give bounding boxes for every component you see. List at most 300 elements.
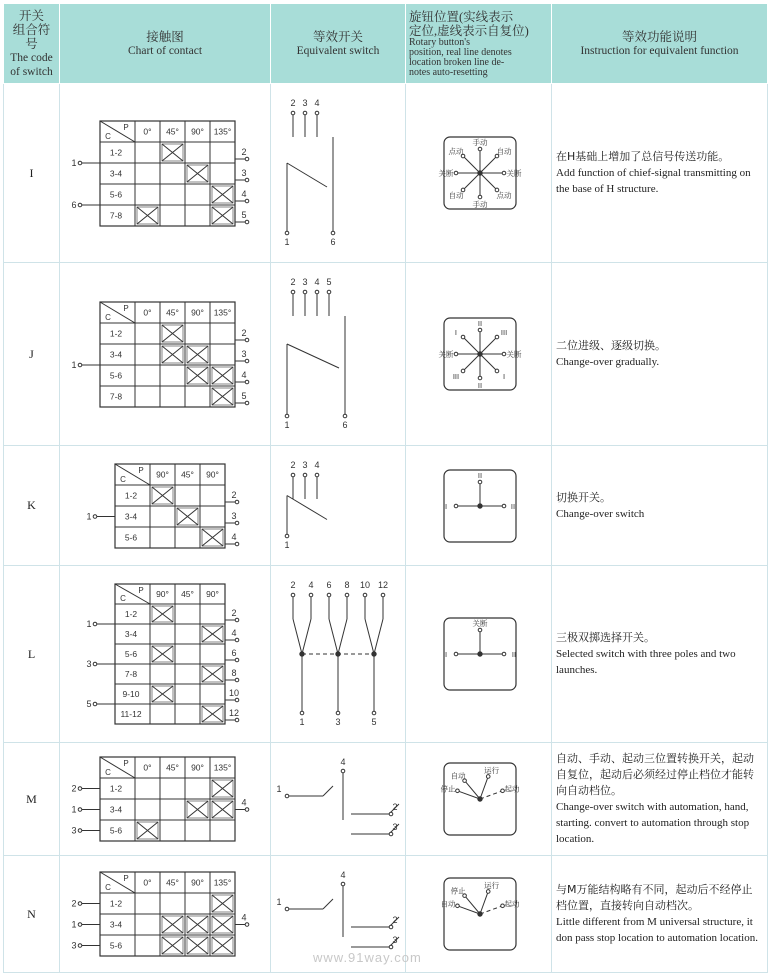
header-contact (60, 4, 271, 84)
terminal (235, 718, 239, 722)
contact-header-c: C (105, 883, 111, 892)
terminal-number: 5 (371, 717, 377, 727)
instruction-zh: 与M万能结构略有不同，起动后不经停止档位置，直接转向自动档次。 (556, 883, 753, 912)
terminal-number: 2 (231, 490, 237, 500)
terminal-number: 3 (302, 98, 308, 108)
contact-chart (60, 566, 271, 742)
contact-pair-label: 3-4 (109, 804, 123, 815)
knob-position-label: 点动 (448, 147, 464, 157)
position-label: 90° (191, 877, 204, 888)
terminal-number: 2 (392, 915, 398, 925)
contact-chart-cell (60, 446, 271, 566)
knob-position-dot (456, 789, 460, 793)
knob-position-diagram (406, 566, 552, 742)
contact-pair-label: 5-6 (109, 825, 123, 836)
terminal (235, 678, 239, 682)
header-row (4, 4, 768, 84)
contact-chart (60, 446, 271, 565)
terminal (245, 401, 249, 405)
instruction-en: Add function of chief-signal transmitting on the base of H structure. (556, 167, 751, 195)
terminal-number: 1 (276, 897, 282, 907)
position-label: 135° (213, 877, 232, 888)
knob-position-label: III (500, 328, 508, 338)
terminal (291, 593, 295, 597)
terminal (93, 702, 97, 706)
terminal (300, 711, 304, 715)
contact-pair-label: 3-4 (109, 919, 123, 930)
terminal-number: 4 (231, 532, 237, 542)
contact-closed-mark (212, 367, 233, 384)
knob-position-dot (502, 504, 506, 508)
terminal (291, 111, 295, 115)
contact-pair-label: 1-2 (109, 898, 123, 909)
terminal-number: 1 (284, 420, 290, 430)
position-header-p: P (123, 874, 129, 883)
position-label: 0° (143, 877, 152, 888)
knob-center (478, 171, 482, 175)
contact-closed-mark (187, 165, 208, 182)
terminal-number: 4 (241, 370, 247, 380)
contact-closed-mark (162, 916, 183, 933)
terminal (235, 500, 239, 504)
header-equivalent (271, 4, 406, 84)
knob-center (478, 912, 482, 916)
terminal-number: 5 (241, 210, 247, 220)
contact-pair-label: 3-4 (124, 511, 138, 522)
terminal-number: 2 (290, 580, 296, 590)
knob-position-dot (478, 328, 482, 332)
contact-pair-label: 5-6 (124, 532, 138, 543)
contact-closed-mark (202, 666, 223, 682)
knob-position-diagram (406, 446, 552, 565)
position-label: 45° (166, 762, 179, 773)
terminal-number: 6 (326, 580, 332, 590)
contact-closed-mark (152, 606, 173, 622)
contact-header-c: C (105, 768, 111, 777)
contact-pair-label: 5-6 (109, 940, 123, 951)
switch-row (4, 743, 768, 856)
terminal-number: 5 (86, 699, 92, 709)
contact-closed-mark (212, 916, 233, 933)
terminal-number: 1 (71, 360, 77, 370)
terminal (372, 711, 376, 715)
contact-chart-cell (60, 263, 271, 446)
equivalent-switch-cell (271, 263, 406, 446)
terminal (78, 363, 82, 367)
terminal-number: 6 (342, 420, 348, 430)
terminal-number: 5 (326, 277, 332, 287)
contact-closed-mark (162, 937, 183, 954)
terminal (389, 945, 393, 949)
instruction-en: Change-over gradually. (556, 356, 660, 368)
knob-position-label: II (511, 650, 517, 659)
terminal-number: 2 (290, 277, 296, 287)
terminal (315, 111, 319, 115)
terminal (303, 290, 307, 294)
terminal (303, 473, 307, 477)
contact-closed-mark (202, 529, 223, 546)
knob-position-dot (478, 147, 482, 151)
contact-closed-mark (212, 780, 233, 797)
terminal-number: 3 (335, 717, 341, 727)
instruction-cell (552, 263, 768, 446)
contact-closed-mark (212, 937, 233, 954)
contact-closed-mark (152, 487, 173, 504)
header-code-zh: 开关 组合符号 (12, 8, 51, 51)
terminal-number: 4 (231, 628, 237, 638)
terminal-number: 3 (86, 659, 92, 669)
position-label: 45° (181, 469, 194, 480)
terminal (78, 161, 82, 165)
terminal (78, 923, 82, 927)
contact-closed-mark (187, 916, 208, 933)
contact-header-c: C (105, 132, 111, 141)
knob-position-label: 关断 (506, 350, 522, 359)
terminal (245, 157, 249, 161)
position-label: 90° (156, 469, 169, 480)
knob-position-label: III (510, 502, 518, 511)
terminal-number: 3 (241, 349, 247, 359)
position-label: 90° (191, 762, 204, 773)
position-label: 90° (156, 589, 169, 599)
switch-blade (287, 163, 327, 187)
contact-closed-mark (152, 686, 173, 702)
terminal-number: 1 (276, 784, 282, 794)
contact-closed-mark (187, 367, 208, 384)
terminal-number: 3 (392, 822, 398, 832)
contact-closed-mark (177, 508, 198, 525)
terminal (245, 359, 249, 363)
knob-position-cell (406, 446, 552, 566)
knob-position-label: 自动 (496, 147, 512, 157)
contact-pair-label: 7-8 (109, 210, 123, 221)
knob-position-dot (456, 904, 460, 908)
position-header-p: P (123, 123, 129, 132)
terminal (78, 944, 82, 948)
knob-position-dot (486, 775, 490, 779)
knob-position-diagram (406, 856, 552, 972)
terminal-number: 1 (86, 511, 92, 522)
header-knob (406, 4, 552, 84)
terminal (285, 907, 289, 911)
knob-center (478, 652, 482, 656)
switch-blade (323, 899, 333, 909)
contact-closed-mark (162, 144, 183, 161)
knob-position-dot (478, 376, 482, 380)
knob-position-label: 停止 (450, 886, 466, 896)
terminal (93, 515, 97, 519)
terminal (235, 658, 239, 662)
terminal (285, 534, 289, 538)
instruction-cell (552, 856, 768, 973)
knob-position-cell (406, 566, 552, 743)
contact-pair-label: 5-6 (109, 370, 123, 381)
knob-position-label: 手动 (472, 138, 488, 147)
knob-position-dot (478, 628, 482, 632)
terminal (245, 808, 249, 812)
position-label: 45° (181, 589, 194, 599)
equivalent-switch-cell (271, 446, 406, 566)
terminal (235, 542, 239, 546)
terminal (315, 290, 319, 294)
knob-position-label: 手动 (472, 200, 488, 209)
knob-position-diagram (406, 743, 552, 855)
instruction-en: Change-over switch (556, 507, 645, 520)
position-label: 0° (143, 762, 152, 773)
instruction-en: Selected switch with three poles and two launches. (556, 648, 736, 676)
position-header-p: P (123, 759, 129, 768)
contact-pair-label: 1-2 (124, 490, 138, 501)
contact-chart-cell (60, 84, 271, 263)
header-code-en: The code of switch (10, 51, 53, 78)
position-label: 90° (206, 589, 219, 599)
terminal-number: 6 (71, 200, 77, 210)
switch-row (4, 566, 768, 743)
equivalent-switch-diagram (271, 263, 406, 445)
knob-position-label: II (477, 319, 483, 328)
contact-closed-mark (202, 626, 223, 642)
terminal-number: 1 (71, 158, 77, 168)
knob-position-label: 自动 (448, 190, 464, 200)
terminal-number: 3 (71, 825, 77, 836)
contact-chart (60, 84, 271, 262)
contact-pair-label: 7-8 (124, 669, 138, 679)
header-equivalent-zh: 等效开关 (312, 29, 363, 44)
terminal (389, 925, 393, 929)
terminal (341, 769, 345, 773)
terminal (381, 593, 385, 597)
switch-blade (338, 619, 347, 654)
instruction-en: Little different from M universal structure, it don pass stop location to automation location. (556, 916, 758, 944)
terminal-number: 4 (340, 757, 346, 767)
terminal-number: 5 (241, 391, 247, 401)
terminal (78, 203, 82, 207)
terminal (78, 787, 82, 791)
position-header-p: P (138, 466, 144, 475)
header-instruction (552, 4, 768, 84)
switch-blade (323, 786, 333, 796)
contact-header-c: C (105, 313, 111, 322)
knob-position-dot (502, 652, 506, 656)
terminal (285, 231, 289, 235)
contact-pair-label: 1-2 (109, 147, 123, 158)
knob-center (478, 352, 482, 356)
switch-blade (287, 496, 327, 520)
knob-position-label: II (477, 381, 483, 390)
knob-position-dot (495, 369, 499, 373)
position-label: 0° (143, 126, 152, 137)
terminal (285, 414, 289, 418)
terminal-number: 6 (231, 648, 237, 658)
instruction-cell (552, 743, 768, 856)
instruction-zh: 二位进级、逐级切换。 (556, 339, 666, 352)
contact-closed-mark (212, 388, 233, 405)
terminal (78, 902, 82, 906)
terminal-number: 4 (314, 98, 320, 108)
switch-code: K (4, 446, 60, 566)
contact-closed-mark (162, 346, 183, 363)
knob-position-label: 关断 (506, 169, 522, 178)
equivalent-switch-diagram (271, 84, 406, 262)
equivalent-switch-cell (271, 84, 406, 263)
switch-blade (365, 619, 374, 654)
terminal-number: 10 (359, 580, 371, 590)
terminal-number: 1 (299, 717, 305, 727)
terminal (291, 473, 295, 477)
terminal-number: 4 (314, 277, 320, 287)
terminal (245, 178, 249, 182)
knob-position-cell (406, 84, 552, 263)
instruction-cell (552, 566, 768, 743)
knob-position-dot (486, 890, 490, 894)
terminal (78, 829, 82, 833)
terminal-number: 3 (392, 935, 398, 945)
terminal-number: 3 (302, 460, 308, 470)
header-knob-en: Rotary button's position, real line denotes location broken line de- notes auto-resetting (409, 36, 512, 78)
terminal-number: 8 (344, 580, 350, 590)
terminal (327, 290, 331, 294)
terminal-number: 1 (71, 919, 77, 930)
knob-position-label: 起动 (504, 784, 520, 794)
contact-pair-label: 1-2 (109, 328, 123, 339)
terminal (309, 593, 313, 597)
header-equivalent-en: Equivalent switch (296, 44, 380, 57)
terminal-number: 4 (314, 460, 320, 470)
terminal (93, 662, 97, 666)
terminal (303, 111, 307, 115)
contact-chart-cell (60, 743, 271, 856)
terminal-number: 3 (71, 940, 77, 951)
equivalent-switch-cell (271, 743, 406, 856)
terminal-number: 2 (71, 783, 77, 794)
terminal-number: 2 (71, 898, 77, 909)
switch-code: N (4, 856, 60, 973)
knob-position-label: 点动 (496, 190, 512, 200)
contact-pair-label: 7-8 (109, 391, 123, 402)
instruction-zh: 在H基础上增加了总信号传送功能。 (556, 150, 730, 163)
knob-position-label: II (477, 471, 483, 480)
knob-position-dot (478, 195, 482, 199)
terminal-number: 2 (392, 802, 398, 812)
contact-closed-mark (212, 207, 233, 224)
terminal (245, 199, 249, 203)
watermark: www.91way.com (313, 950, 422, 965)
knob-position-dot (478, 480, 482, 484)
contact-closed-mark (212, 801, 233, 818)
contact-closed-mark (187, 937, 208, 954)
knob-position-label: 自动 (450, 771, 466, 781)
terminal (389, 812, 393, 816)
contact-pair-label: 1-2 (109, 783, 123, 794)
contact-pair-label: 3-4 (124, 629, 138, 639)
terminal (235, 638, 239, 642)
position-label: 135° (213, 762, 232, 773)
terminal (331, 231, 335, 235)
terminal (245, 220, 249, 224)
knob-position-cell (406, 743, 552, 856)
instruction-cell (552, 84, 768, 263)
contact-chart (60, 856, 271, 972)
header-knob-zh: 旋钮位置(实线表示 定位,虚线表示自复位) (409, 9, 529, 38)
position-label: 90° (191, 126, 204, 137)
header-contact-zh: 接触图 (146, 29, 184, 44)
terminal (285, 794, 289, 798)
contact-closed-mark (187, 801, 208, 818)
switch-blade (302, 619, 311, 654)
switch-code: L (4, 566, 60, 743)
equivalent-switch-diagram (271, 446, 406, 565)
knob-position-label: I (454, 328, 458, 338)
position-label: 45° (166, 307, 179, 318)
terminal-number: 3 (302, 277, 308, 287)
terminal (327, 593, 331, 597)
terminal-number: 1 (71, 804, 77, 815)
knob-position-label: 运行 (484, 765, 500, 775)
contact-pair-label: 1-2 (124, 609, 138, 619)
terminal (336, 711, 340, 715)
terminal-number: 4 (340, 870, 346, 880)
contact-closed-mark (152, 646, 173, 662)
knob-position-label: 关断 (438, 350, 454, 359)
contact-pair-label: 9-10 (122, 689, 140, 699)
terminal (245, 380, 249, 384)
knob-position-label: 运行 (484, 880, 500, 890)
knob-center (478, 797, 482, 801)
knob-position-dot (461, 335, 465, 339)
contact-pair-label: 5-6 (109, 189, 123, 200)
contact-chart (60, 263, 271, 445)
switch-code: I (4, 84, 60, 263)
contact-header-c: C (120, 594, 126, 603)
contact-closed-mark (137, 822, 158, 839)
terminal (235, 521, 239, 525)
terminal (389, 832, 393, 836)
contact-closed-mark (162, 325, 183, 342)
header-code (4, 4, 60, 84)
knob-position-dot (502, 171, 506, 175)
contact-pair-label: 5-6 (124, 649, 138, 659)
switch-row (4, 446, 768, 566)
terminal (363, 593, 367, 597)
position-header-p: P (123, 304, 129, 313)
knob-position-label: I (444, 502, 448, 511)
position-label: 45° (166, 877, 179, 888)
terminal (315, 473, 319, 477)
instruction-zh: 自动、手动、起动三位置转换开关，起动自复位，起动后必须经过停止档位才能转向自动档位。 (556, 752, 754, 797)
terminal-number: 4 (241, 189, 247, 199)
knob-position-diagram (406, 84, 552, 262)
knob-position-cell (406, 856, 552, 973)
switch-row (4, 263, 768, 446)
instruction-zh: 切换开关。 (556, 490, 611, 504)
terminal-number: 3 (241, 168, 247, 178)
contact-pair-label: 3-4 (109, 168, 123, 179)
terminal-number: 3 (231, 511, 237, 521)
switch-blade (374, 619, 383, 654)
terminal-number: 2 (231, 608, 237, 618)
switch-blade (293, 619, 302, 654)
header-contact-en: Chart of contact (127, 44, 203, 57)
terminal-number: 2 (290, 460, 296, 470)
contact-chart-cell (60, 856, 271, 973)
knob-position-diagram (406, 263, 552, 445)
terminal (78, 808, 82, 812)
position-label: 135° (213, 126, 232, 137)
equivalent-switch-diagram (271, 566, 406, 742)
terminal-number: 4 (241, 912, 247, 923)
knob-position-dot (502, 352, 506, 356)
terminal-number: 1 (284, 540, 290, 550)
